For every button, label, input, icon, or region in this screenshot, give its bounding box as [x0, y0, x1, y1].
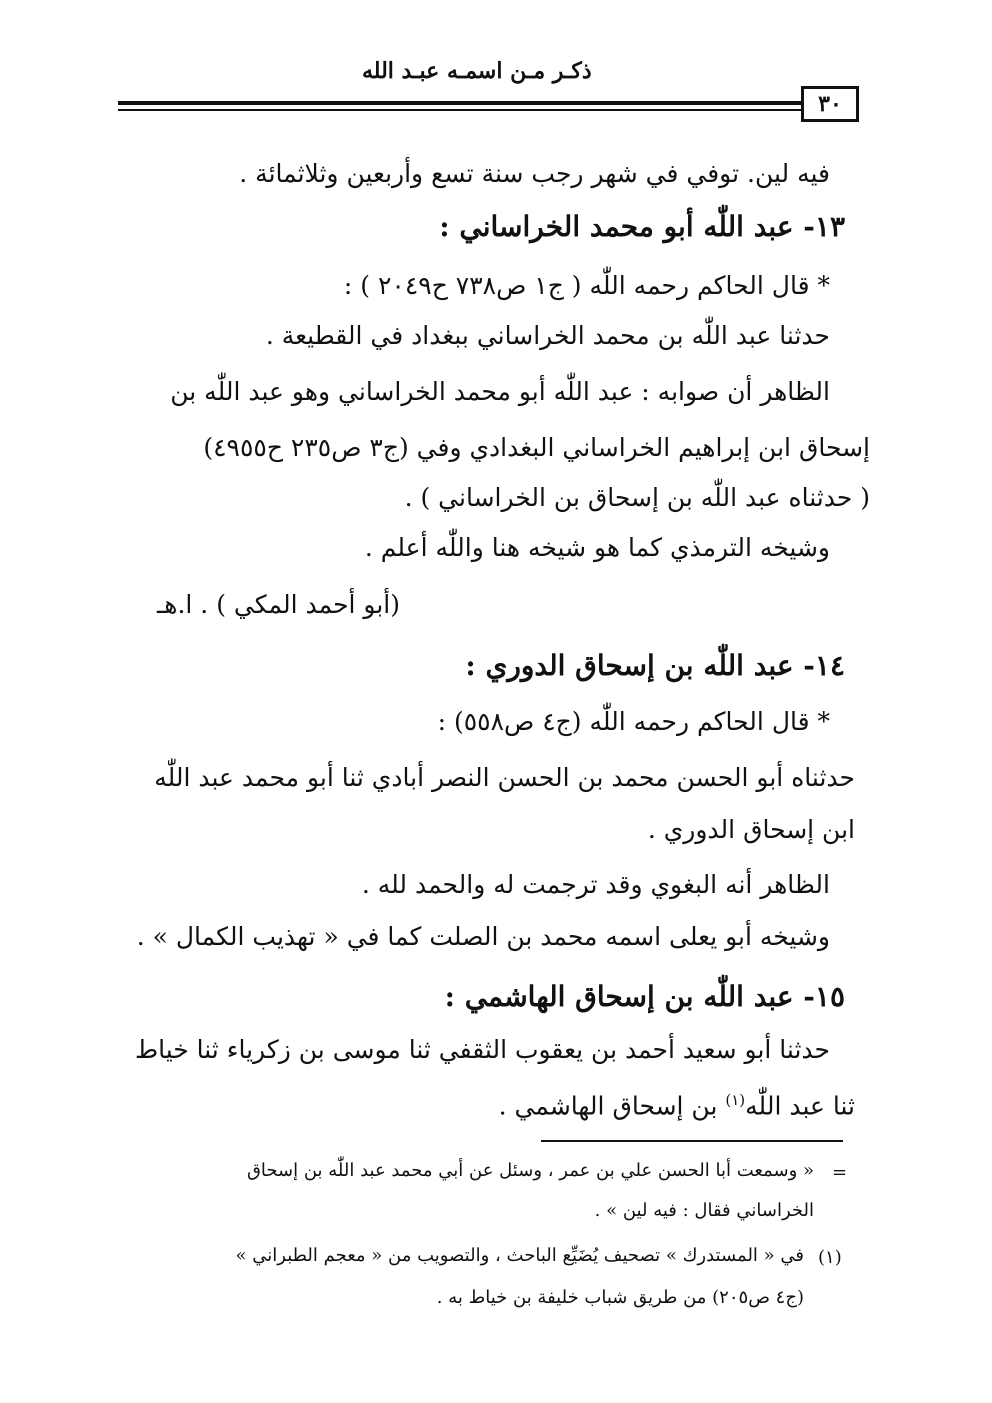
- text-segment: ثنا عبد اللّٰه: [745, 1091, 855, 1121]
- running-header-title: ذكـر مـن اسمـه عبـد الله: [362, 58, 592, 84]
- entry-heading-13: ١٣- عبد اللّٰه أبو محمد الخراساني :: [439, 210, 845, 243]
- page-number: ٣٠: [801, 86, 859, 122]
- text-line: الظاهر أنه البغوي وقد ترجمت له والحمد لله .: [361, 870, 830, 899]
- text-line: وشيخه أبو يعلى اسمه محمد بن الصلت كما في « تهذيب الكمال » .: [136, 922, 830, 951]
- footnote-separator: [541, 1140, 843, 1142]
- header-rule-thin: [118, 109, 803, 111]
- text-line: حدثناه أبو الحسن محمد بن الحسن النصر أبادي ثنا أبو محمد عبد اللّٰه: [154, 763, 855, 792]
- footnote-line: الخراساني فقال : فيه لين » .: [594, 1200, 814, 1221]
- text-line: فيه لين. توفي في شهر رجب سنة تسع وأربعين وثلاثمائة .: [239, 159, 830, 188]
- entry-heading-14: ١٤- عبد اللّٰه بن إسحاق الدوري :: [465, 649, 845, 682]
- footnote-line: في « المستدرك » تصحيف يُضَيِّع الباحث ، والتصويب من « معجم الطبراني »: [235, 1245, 804, 1266]
- quote-attribution: (أبو أحمد المكي ) . ا.هـ: [156, 590, 400, 619]
- text-line: وشيخه الترمذي كما هو شيخه هنا واللّٰه أعلم .: [364, 533, 830, 562]
- header-rule: [118, 101, 803, 105]
- footnote-continuation-marker: =: [832, 1162, 848, 1183]
- text-line: ابن إسحاق الدوري .: [647, 815, 855, 844]
- entry-heading-15: ١٥- عبد اللّٰه بن إسحاق الهاشمي :: [444, 980, 845, 1013]
- footnote-line: (ج٤ ص٢٠٥) من طريق شباب خليفة بن خياط به .: [436, 1287, 804, 1308]
- text-line: حدثنا عبد اللّٰه بن محمد الخراساني ببغداد في القطيعة .: [265, 321, 830, 350]
- text-line: * قال الحاكم رحمه اللّٰه (ج٤ ص٥٥٨) :: [437, 707, 830, 736]
- text-line: ( حدثناه عبد اللّٰه بن إسحاق بن الخراساني ) .: [404, 483, 870, 512]
- text-segment: بن إسحاق الهاشمي .: [498, 1091, 726, 1121]
- footnote-marker: (١): [818, 1247, 842, 1268]
- text-line: حدثنا أبو سعيد أحمد بن يعقوب الثقفي ثنا موسى بن زكرياء ثنا خياط: [134, 1035, 830, 1064]
- text-line: إسحاق ابن إبراهيم الخراساني البغدادي وفي (ج٣ ص٢٣٥ ح٤٩٥٥): [203, 433, 870, 462]
- text-line: * قال الحاكم رحمه اللّٰه ( ج١ ص٧٣٨ ح٢٠٤٩ ) :: [343, 271, 830, 300]
- text-line: [499, 1080, 855, 1126]
- footnote-reference: (١): [725, 1091, 746, 1109]
- footnote-line: « وسمعت أبا الحسن علي بن عمر ، وسئل عن أبي محمد عبد اللّٰه بن إسحاق: [246, 1160, 814, 1181]
- text-line: الظاهر أن صوابه : عبد اللّٰه أبو محمد الخراساني وهو عبد اللّٰه بن: [170, 377, 830, 406]
